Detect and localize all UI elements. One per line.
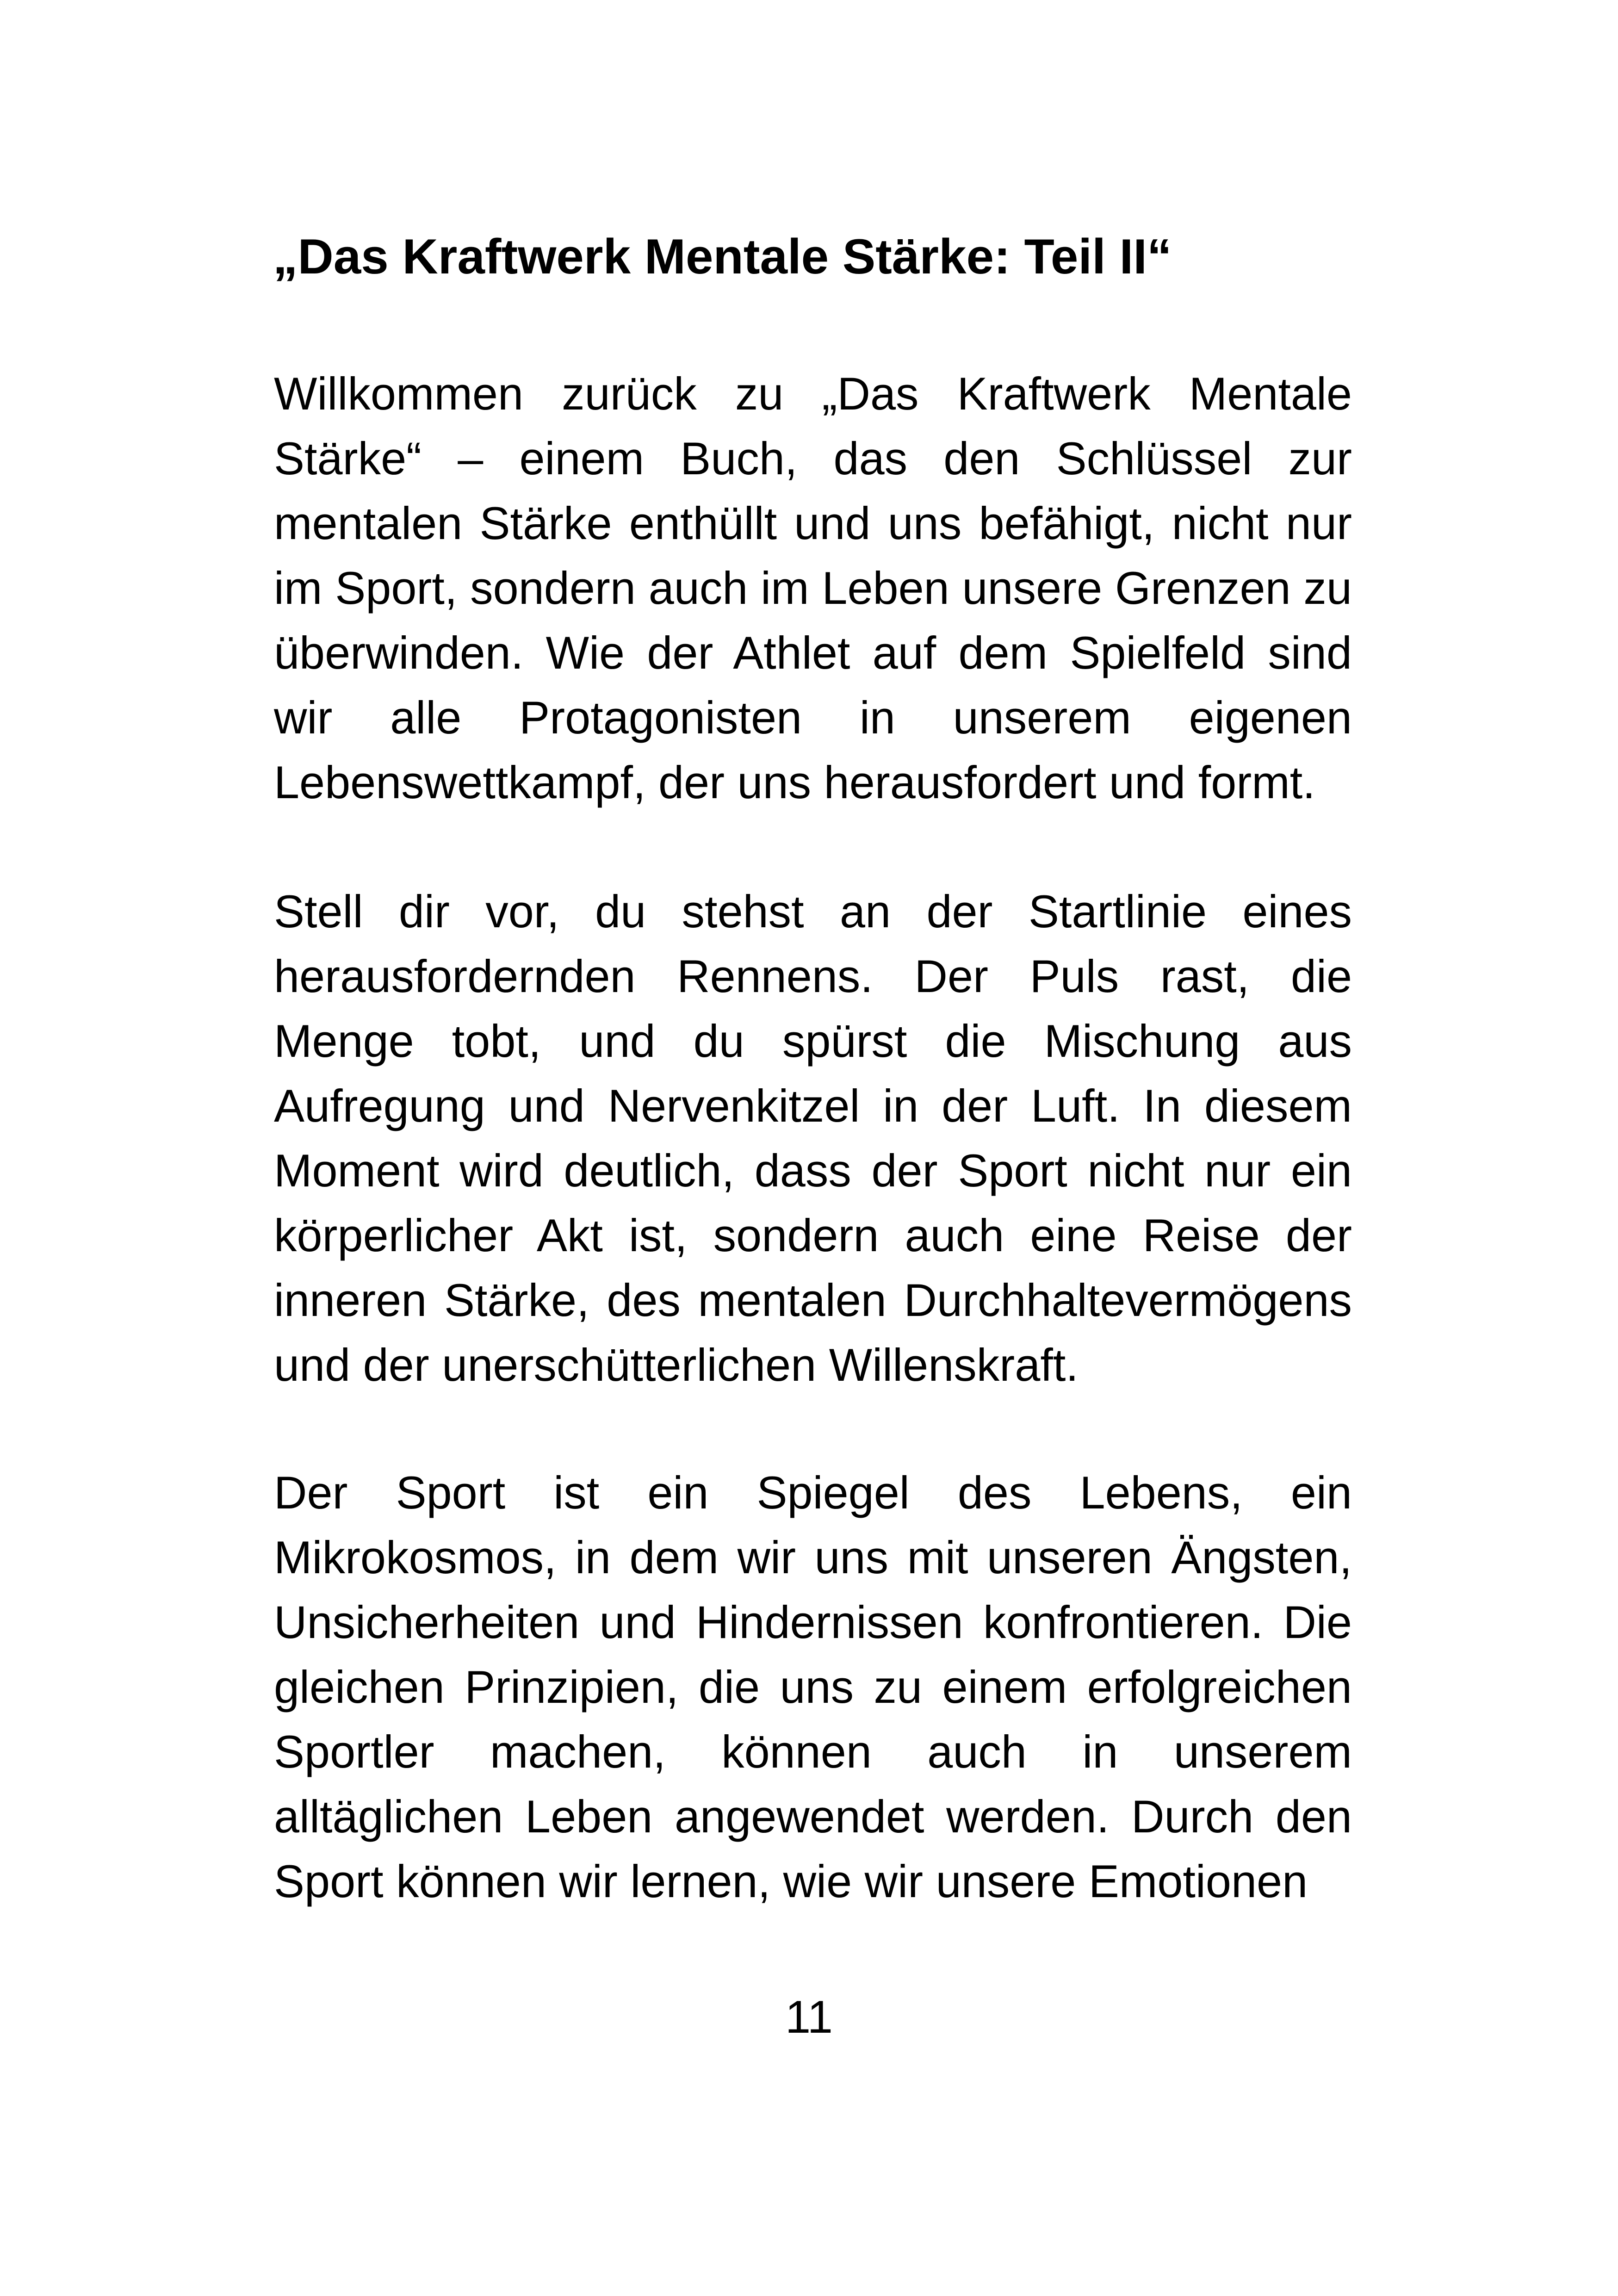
paragraph-intro: Willkommen zurück zu „Das Kraftwerk Mentale Stärke“ – einem Buch, das den Schlüssel zur mentalen Stärke enthüllt und uns befähigt, nicht nur im Sport, sondern auch im Leben unsere Grenzen zu überwinden. Wie der Athlet auf dem Spielfeld sind wir alle Protagonisten in unserem eigenen Lebenswettkampf, der uns herausfordert und formt.: [274, 368, 1352, 808]
paragraph-startline: Stell dir vor, du stehst an der Startlinie eines herausfordernden Rennens. Der Puls rast, die Menge tobt, und du spürst die Mischung aus Aufregung und Nervenkitzel in der Luft. In diesem Moment wird deutlich, dass der Sport nicht nur ein körperlicher Akt ist, sondern auch eine Reise der inneren Stärke, des mentalen Durchhaltevermögens und der unerschütterlichen Willenskraft.: [274, 886, 1352, 1390]
paragraph-mirror-of-life: Der Sport ist ein Spiegel des Lebens, ein Mikrokosmos, in dem wir uns mit unseren Ängsten, Unsicherheiten und Hindernissen konfrontieren. Die gleichen Prinzipien, die uns zu einem erfolgreichen Sportler machen, können auch in unserem alltäglichen Leben angewendet werden. Durch den Sport können wir lernen, wie wir unsere Emotionen: [274, 1467, 1352, 1907]
chapter-title: „Das Kraftwerk Mentale Stärke: Teil II“: [273, 229, 1172, 284]
page-number: 11: [785, 1991, 833, 2042]
